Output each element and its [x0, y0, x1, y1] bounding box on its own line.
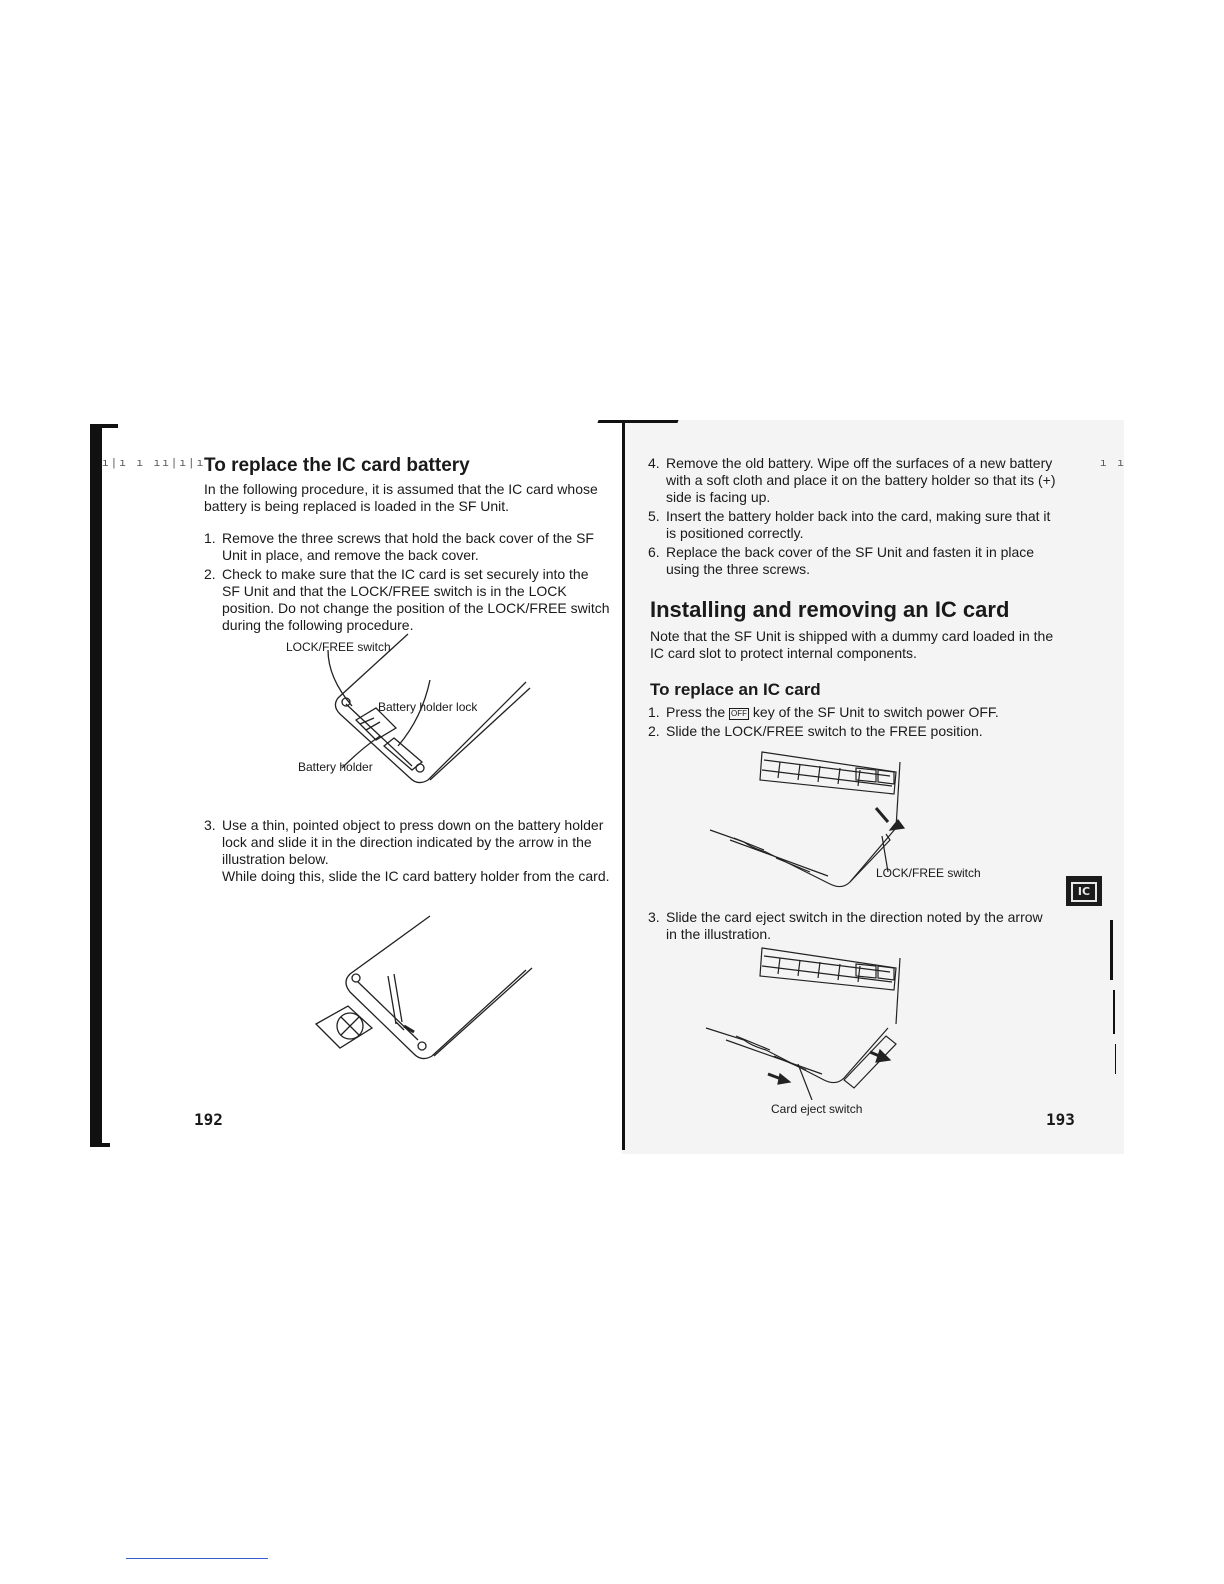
step-text: Check to make sure that the IC card is set securely into the SF Unit and that the LOCK/FREE switch is in the LOCK position. Do not change the position of the LOCK/FREE switch during the following procedure.: [222, 566, 610, 633]
gutter-top-curl: [597, 420, 678, 423]
footer-rule: [126, 1558, 268, 1559]
off-key-icon: OFF: [731, 709, 748, 718]
right-page-heading: Installing and removing an IC card: [650, 597, 1010, 622]
step-text-post: key of the SF Unit to switch power OFF.: [749, 704, 999, 720]
step-text: Slide the LOCK/FREE switch to the FREE position.: [666, 723, 983, 739]
step-text: Remove the three screws that hold the back cover of the SF Unit in place, and remove the back cover.: [222, 530, 594, 563]
left-binding-foot: [90, 1143, 110, 1147]
step-text-continued: While doing this, slide the IC card battery holder from the card.: [222, 868, 610, 884]
lock-free-switch-callout-right: LOCK/FREE switch: [876, 866, 981, 880]
scan-artifact-left: ı|ı ı ıı|ı|ı: [102, 458, 206, 470]
battery-holder-callout: Battery holder: [298, 760, 373, 774]
step-item: [648, 723, 1056, 740]
lock-free-switch-callout: LOCK/FREE switch: [286, 640, 391, 654]
right-page-steps: [648, 455, 1056, 580]
step-text: Replace the back cover of the SF Unit and fasten it in place using the three screws.: [666, 544, 1035, 577]
step-number: 3.: [648, 909, 660, 925]
step-text: Insert the battery holder back into the card, making sure that it is positioned correctly.: [666, 508, 1051, 541]
step-number: 1.: [204, 530, 216, 546]
left-page-step3: [204, 817, 610, 887]
step-item: [204, 530, 610, 564]
step-item: [648, 704, 1056, 721]
step-number: 1.: [648, 704, 660, 720]
right-page-note: Note that the SF Unit is shipped with a dummy card loaded in the IC card slot to protect internal components.: [650, 628, 1054, 661]
right-page-subheading: To replace an IC card: [650, 680, 821, 699]
right-page-number: 193: [1046, 1110, 1075, 1129]
step-item: [648, 544, 1056, 578]
step-text-pre: Press the: [666, 704, 730, 720]
card-eject-illustration: [700, 940, 930, 1100]
step-text: Use a thin, pointed object to press down on the battery holder lock and slide it in the direction indicated by the arrow in the illustration below.: [222, 817, 604, 867]
right-edge-mark: [1113, 990, 1115, 1034]
step-text: Remove the old battery. Wipe off the surfaces of a new battery with a soft cloth and place it on the battery holder so that its (+) side is facing up.: [666, 455, 1056, 505]
right-edge-mark: [1110, 920, 1113, 980]
step-number: 5.: [648, 508, 660, 524]
step-number: 6.: [648, 544, 660, 560]
left-page-steps: [204, 530, 610, 636]
left-binding-head: [90, 424, 118, 428]
center-gutter: [622, 420, 625, 1150]
step-text: Slide the card eject switch in the direction noted by the arrow in the illustration.: [666, 909, 1043, 942]
right-page-sub-steps: [648, 704, 1056, 742]
step-item: [648, 909, 1056, 943]
step-number: 2.: [204, 566, 216, 582]
left-page-number: 192: [194, 1110, 223, 1129]
step-number: 4.: [648, 455, 660, 471]
left-page-heading: To replace the IC card battery: [204, 455, 470, 476]
left-binding-edge: [90, 424, 102, 1146]
scan-artifact-right: ı ı: [1100, 458, 1126, 470]
card-eject-switch-callout: Card eject switch: [771, 1102, 863, 1116]
step-item: [648, 455, 1056, 506]
battery-removal-illustration: [310, 912, 540, 1082]
step-number: 2.: [648, 723, 660, 739]
left-page-intro: In the following procedure, it is assumed that the IC card whose battery is being replaced is loaded in the SF Unit.: [204, 481, 598, 514]
battery-holder-lock-callout: Battery holder lock: [378, 700, 478, 714]
step-item: [648, 508, 1056, 542]
step-item: [204, 817, 610, 885]
right-edge-mark: [1115, 1044, 1116, 1074]
step-item: [204, 566, 610, 634]
step-number: 3.: [204, 817, 216, 833]
ic-section-tab: [1066, 876, 1102, 906]
ic-tab-label: IC: [1071, 882, 1097, 902]
